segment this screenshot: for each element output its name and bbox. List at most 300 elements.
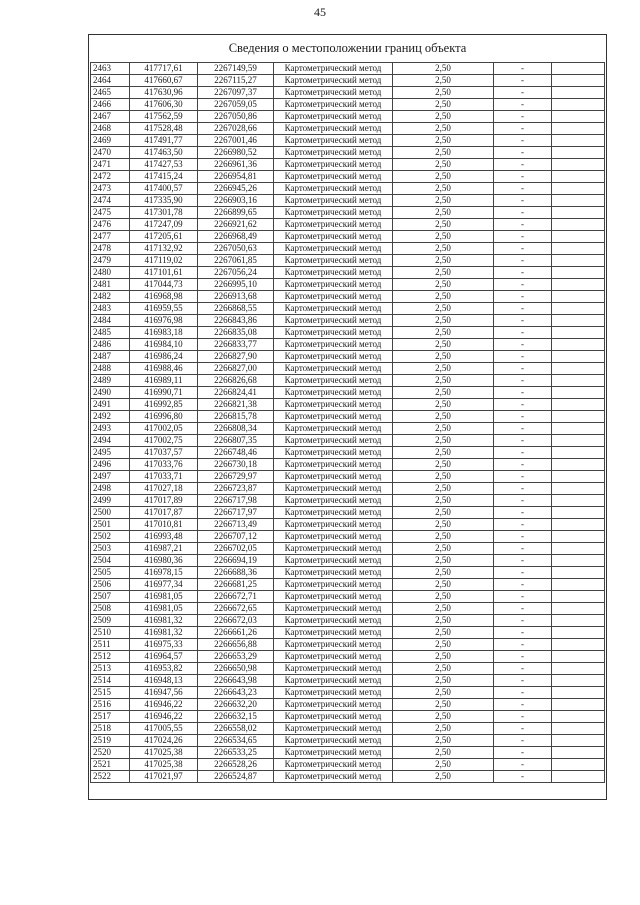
page-number: 45 xyxy=(314,5,326,19)
dash-cell: - xyxy=(494,531,552,543)
point-number-cell: 2473 xyxy=(91,183,130,195)
accuracy-cell: 2,50 xyxy=(393,591,494,603)
point-number-cell: 2505 xyxy=(91,567,130,579)
y-coordinate-cell: 2266656,88 xyxy=(198,639,274,651)
table-row xyxy=(91,447,605,459)
y-coordinate-cell: 2266868,55 xyxy=(198,303,274,315)
x-coordinate-cell: 416996,80 xyxy=(130,411,198,423)
x-coordinate-cell: 416976,98 xyxy=(130,315,198,327)
table-row xyxy=(91,531,605,543)
accuracy-cell: 2,50 xyxy=(393,327,494,339)
x-coordinate-cell: 417205,61 xyxy=(130,231,198,243)
y-coordinate-cell: 2267050,63 xyxy=(198,243,274,255)
table-row xyxy=(91,315,605,327)
table-row xyxy=(91,747,605,759)
point-number-cell: 2510 xyxy=(91,627,130,639)
point-number-cell: 2484 xyxy=(91,315,130,327)
method-cell: Картометрический метод xyxy=(274,699,393,711)
dash-cell: - xyxy=(494,687,552,699)
empty-cell xyxy=(552,471,605,483)
empty-cell xyxy=(552,459,605,471)
accuracy-cell: 2,50 xyxy=(393,363,494,375)
accuracy-cell: 2,50 xyxy=(393,663,494,675)
method-cell: Картометрический метод xyxy=(274,435,393,447)
accuracy-cell: 2,50 xyxy=(393,63,494,75)
y-coordinate-cell: 2267056,24 xyxy=(198,267,274,279)
dash-cell: - xyxy=(494,735,552,747)
y-coordinate-cell: 2267149,59 xyxy=(198,63,274,75)
point-number-cell: 2518 xyxy=(91,723,130,735)
table-row xyxy=(91,483,605,495)
table-row xyxy=(91,615,605,627)
y-coordinate-cell: 2266558,02 xyxy=(198,723,274,735)
empty-cell xyxy=(552,591,605,603)
accuracy-cell: 2,50 xyxy=(393,219,494,231)
y-coordinate-cell: 2266723,87 xyxy=(198,483,274,495)
x-coordinate-cell: 416993,48 xyxy=(130,531,198,543)
point-number-cell: 2483 xyxy=(91,303,130,315)
table-row xyxy=(91,231,605,243)
y-coordinate-cell: 2266713,49 xyxy=(198,519,274,531)
y-coordinate-cell: 2266672,65 xyxy=(198,603,274,615)
empty-cell xyxy=(552,555,605,567)
accuracy-cell: 2,50 xyxy=(393,351,494,363)
dash-cell: - xyxy=(494,519,552,531)
table-row xyxy=(91,459,605,471)
point-number-cell: 2501 xyxy=(91,519,130,531)
accuracy-cell: 2,50 xyxy=(393,687,494,699)
x-coordinate-cell: 416990,71 xyxy=(130,387,198,399)
x-coordinate-cell: 417017,89 xyxy=(130,495,198,507)
x-coordinate-cell: 417132,92 xyxy=(130,243,198,255)
x-coordinate-cell: 416986,24 xyxy=(130,351,198,363)
dash-cell: - xyxy=(494,447,552,459)
dash-cell: - xyxy=(494,195,552,207)
accuracy-cell: 2,50 xyxy=(393,387,494,399)
dash-cell: - xyxy=(494,303,552,315)
x-coordinate-cell: 417528,48 xyxy=(130,123,198,135)
point-number-cell: 2469 xyxy=(91,135,130,147)
dash-cell: - xyxy=(494,315,552,327)
x-coordinate-cell: 416992,85 xyxy=(130,399,198,411)
empty-cell xyxy=(552,219,605,231)
x-coordinate-cell: 416947,56 xyxy=(130,687,198,699)
y-coordinate-cell: 2266534,65 xyxy=(198,735,274,747)
y-coordinate-cell: 2266921,62 xyxy=(198,219,274,231)
table-row xyxy=(91,567,605,579)
point-number-cell: 2493 xyxy=(91,423,130,435)
point-number-cell: 2486 xyxy=(91,339,130,351)
accuracy-cell: 2,50 xyxy=(393,711,494,723)
accuracy-cell: 2,50 xyxy=(393,483,494,495)
dash-cell: - xyxy=(494,579,552,591)
x-coordinate-cell: 416968,98 xyxy=(130,291,198,303)
accuracy-cell: 2,50 xyxy=(393,123,494,135)
x-coordinate-cell: 417660,67 xyxy=(130,75,198,87)
dash-cell: - xyxy=(494,711,552,723)
method-cell: Картометрический метод xyxy=(274,267,393,279)
table-row xyxy=(91,351,605,363)
y-coordinate-cell: 2266707,12 xyxy=(198,531,274,543)
x-coordinate-cell: 416977,34 xyxy=(130,579,198,591)
accuracy-cell: 2,50 xyxy=(393,615,494,627)
accuracy-cell: 2,50 xyxy=(393,375,494,387)
method-cell: Картометрический метод xyxy=(274,279,393,291)
y-coordinate-cell: 2267061,85 xyxy=(198,255,274,267)
method-cell: Картометрический метод xyxy=(274,327,393,339)
table-row xyxy=(91,291,605,303)
dash-cell: - xyxy=(494,699,552,711)
empty-cell xyxy=(552,567,605,579)
method-cell: Картометрический метод xyxy=(274,363,393,375)
empty-cell xyxy=(552,291,605,303)
method-cell: Картометрический метод xyxy=(274,219,393,231)
method-cell: Картометрический метод xyxy=(274,339,393,351)
method-cell: Картометрический метод xyxy=(274,747,393,759)
dash-cell: - xyxy=(494,471,552,483)
accuracy-cell: 2,50 xyxy=(393,267,494,279)
empty-cell xyxy=(552,207,605,219)
accuracy-cell: 2,50 xyxy=(393,243,494,255)
table-row xyxy=(91,303,605,315)
x-coordinate-cell: 417101,61 xyxy=(130,267,198,279)
dash-cell: - xyxy=(494,591,552,603)
dash-cell: - xyxy=(494,375,552,387)
accuracy-cell: 2,50 xyxy=(393,255,494,267)
method-cell: Картометрический метод xyxy=(274,495,393,507)
point-number-cell: 2485 xyxy=(91,327,130,339)
y-coordinate-cell: 2266827,00 xyxy=(198,363,274,375)
method-cell: Картометрический метод xyxy=(274,135,393,147)
accuracy-cell: 2,50 xyxy=(393,423,494,435)
point-number-cell: 2471 xyxy=(91,159,130,171)
accuracy-cell: 2,50 xyxy=(393,471,494,483)
method-cell: Картометрический метод xyxy=(274,423,393,435)
accuracy-cell: 2,50 xyxy=(393,135,494,147)
x-coordinate-cell: 416984,10 xyxy=(130,339,198,351)
table-row xyxy=(91,603,605,615)
accuracy-cell: 2,50 xyxy=(393,639,494,651)
y-coordinate-cell: 2266524,87 xyxy=(198,771,274,783)
point-number-cell: 2500 xyxy=(91,507,130,519)
dash-cell: - xyxy=(494,411,552,423)
x-coordinate-cell: 416975,33 xyxy=(130,639,198,651)
accuracy-cell: 2,50 xyxy=(393,543,494,555)
x-coordinate-cell: 417427,53 xyxy=(130,159,198,171)
dash-cell: - xyxy=(494,135,552,147)
y-coordinate-cell: 2266632,20 xyxy=(198,699,274,711)
dash-cell: - xyxy=(494,159,552,171)
point-number-cell: 2509 xyxy=(91,615,130,627)
dash-cell: - xyxy=(494,147,552,159)
accuracy-cell: 2,50 xyxy=(393,171,494,183)
empty-cell xyxy=(552,87,605,99)
point-number-cell: 2464 xyxy=(91,75,130,87)
method-cell: Картометрический метод xyxy=(274,651,393,663)
accuracy-cell: 2,50 xyxy=(393,675,494,687)
accuracy-cell: 2,50 xyxy=(393,531,494,543)
point-number-cell: 2496 xyxy=(91,459,130,471)
y-coordinate-cell: 2266961,36 xyxy=(198,159,274,171)
accuracy-cell: 2,50 xyxy=(393,507,494,519)
table-row xyxy=(91,147,605,159)
empty-cell xyxy=(552,711,605,723)
x-coordinate-cell: 417630,96 xyxy=(130,87,198,99)
empty-cell xyxy=(552,267,605,279)
method-cell: Картометрический метод xyxy=(274,759,393,771)
method-cell: Картометрический метод xyxy=(274,771,393,783)
table-row xyxy=(91,243,605,255)
point-number-cell: 2488 xyxy=(91,363,130,375)
point-number-cell: 2498 xyxy=(91,483,130,495)
method-cell: Картометрический метод xyxy=(274,411,393,423)
table-row xyxy=(91,771,605,783)
table-row xyxy=(91,627,605,639)
point-number-cell: 2494 xyxy=(91,435,130,447)
accuracy-cell: 2,50 xyxy=(393,231,494,243)
dash-cell: - xyxy=(494,183,552,195)
dash-cell: - xyxy=(494,435,552,447)
empty-cell xyxy=(552,639,605,651)
empty-cell xyxy=(552,699,605,711)
accuracy-cell: 2,50 xyxy=(393,603,494,615)
method-cell: Картометрический метод xyxy=(274,207,393,219)
dash-cell: - xyxy=(494,231,552,243)
empty-cell xyxy=(552,339,605,351)
y-coordinate-cell: 2266827,90 xyxy=(198,351,274,363)
point-number-cell: 2521 xyxy=(91,759,130,771)
accuracy-cell: 2,50 xyxy=(393,495,494,507)
dash-cell: - xyxy=(494,603,552,615)
dash-cell: - xyxy=(494,555,552,567)
dash-cell: - xyxy=(494,219,552,231)
point-number-cell: 2499 xyxy=(91,495,130,507)
method-cell: Картометрический метод xyxy=(274,507,393,519)
x-coordinate-cell: 417024,26 xyxy=(130,735,198,747)
method-cell: Картометрический метод xyxy=(274,291,393,303)
empty-cell xyxy=(552,111,605,123)
empty-cell xyxy=(552,195,605,207)
x-coordinate-cell: 417005,55 xyxy=(130,723,198,735)
table-row xyxy=(91,495,605,507)
accuracy-cell: 2,50 xyxy=(393,183,494,195)
method-cell: Картометрический метод xyxy=(274,387,393,399)
accuracy-cell: 2,50 xyxy=(393,147,494,159)
accuracy-cell: 2,50 xyxy=(393,723,494,735)
method-cell: Картометрический метод xyxy=(274,567,393,579)
method-cell: Картометрический метод xyxy=(274,375,393,387)
empty-cell xyxy=(552,543,605,555)
table-row xyxy=(91,423,605,435)
y-coordinate-cell: 2267115,27 xyxy=(198,75,274,87)
dash-cell: - xyxy=(494,771,552,783)
empty-cell xyxy=(552,747,605,759)
y-coordinate-cell: 2266681,25 xyxy=(198,579,274,591)
point-number-cell: 2502 xyxy=(91,531,130,543)
method-cell: Картометрический метод xyxy=(274,315,393,327)
y-coordinate-cell: 2266632,15 xyxy=(198,711,274,723)
x-coordinate-cell: 416988,46 xyxy=(130,363,198,375)
y-coordinate-cell: 2267097,37 xyxy=(198,87,274,99)
point-number-cell: 2490 xyxy=(91,387,130,399)
method-cell: Картометрический метод xyxy=(274,123,393,135)
point-number-cell: 2468 xyxy=(91,123,130,135)
x-coordinate-cell: 417400,57 xyxy=(130,183,198,195)
dash-cell: - xyxy=(494,75,552,87)
method-cell: Картометрический метод xyxy=(274,255,393,267)
accuracy-cell: 2,50 xyxy=(393,75,494,87)
x-coordinate-cell: 416946,22 xyxy=(130,699,198,711)
empty-cell xyxy=(552,483,605,495)
y-coordinate-cell: 2266730,18 xyxy=(198,459,274,471)
y-coordinate-cell: 2266729,97 xyxy=(198,471,274,483)
method-cell: Картометрический метод xyxy=(274,351,393,363)
table-row xyxy=(91,507,605,519)
empty-cell xyxy=(552,183,605,195)
empty-cell xyxy=(552,687,605,699)
table-row xyxy=(91,63,605,75)
table-row xyxy=(91,711,605,723)
point-number-cell: 2511 xyxy=(91,639,130,651)
dash-cell: - xyxy=(494,399,552,411)
point-number-cell: 2507 xyxy=(91,591,130,603)
point-number-cell: 2504 xyxy=(91,555,130,567)
accuracy-cell: 2,50 xyxy=(393,555,494,567)
method-cell: Картометрический метод xyxy=(274,447,393,459)
accuracy-cell: 2,50 xyxy=(393,207,494,219)
empty-cell xyxy=(552,759,605,771)
table-row xyxy=(91,111,605,123)
method-cell: Картометрический метод xyxy=(274,639,393,651)
x-coordinate-cell: 416964,57 xyxy=(130,651,198,663)
method-cell: Картометрический метод xyxy=(274,591,393,603)
x-coordinate-cell: 417002,05 xyxy=(130,423,198,435)
method-cell: Картометрический метод xyxy=(274,531,393,543)
dash-cell: - xyxy=(494,255,552,267)
y-coordinate-cell: 2266843,86 xyxy=(198,315,274,327)
method-cell: Картометрический метод xyxy=(274,171,393,183)
point-number-cell: 2492 xyxy=(91,411,130,423)
empty-cell xyxy=(552,99,605,111)
x-coordinate-cell: 417010,81 xyxy=(130,519,198,531)
dash-cell: - xyxy=(494,543,552,555)
point-number-cell: 2497 xyxy=(91,471,130,483)
table-row xyxy=(91,267,605,279)
empty-cell xyxy=(552,723,605,735)
table-row xyxy=(91,159,605,171)
x-coordinate-cell: 416983,18 xyxy=(130,327,198,339)
method-cell: Картометрический метод xyxy=(274,675,393,687)
x-coordinate-cell: 416953,82 xyxy=(130,663,198,675)
accuracy-cell: 2,50 xyxy=(393,411,494,423)
accuracy-cell: 2,50 xyxy=(393,771,494,783)
y-coordinate-cell: 2266702,05 xyxy=(198,543,274,555)
dash-cell: - xyxy=(494,423,552,435)
x-coordinate-cell: 416978,15 xyxy=(130,567,198,579)
x-coordinate-cell: 417491,77 xyxy=(130,135,198,147)
dash-cell: - xyxy=(494,123,552,135)
table-row xyxy=(91,579,605,591)
y-coordinate-cell: 2267001,46 xyxy=(198,135,274,147)
y-coordinate-cell: 2266643,23 xyxy=(198,687,274,699)
y-coordinate-cell: 2266717,97 xyxy=(198,507,274,519)
accuracy-cell: 2,50 xyxy=(393,747,494,759)
y-coordinate-cell: 2266821,38 xyxy=(198,399,274,411)
method-cell: Картометрический метод xyxy=(274,663,393,675)
method-cell: Картометрический метод xyxy=(274,183,393,195)
accuracy-cell: 2,50 xyxy=(393,279,494,291)
table-row xyxy=(91,699,605,711)
method-cell: Картометрический метод xyxy=(274,471,393,483)
method-cell: Картометрический метод xyxy=(274,687,393,699)
empty-cell xyxy=(552,675,605,687)
accuracy-cell: 2,50 xyxy=(393,447,494,459)
x-coordinate-cell: 417037,57 xyxy=(130,447,198,459)
y-coordinate-cell: 2266643,98 xyxy=(198,675,274,687)
dash-cell: - xyxy=(494,615,552,627)
empty-cell xyxy=(552,159,605,171)
empty-cell xyxy=(552,387,605,399)
coordinates-table-body xyxy=(91,63,605,783)
accuracy-cell: 2,50 xyxy=(393,195,494,207)
table-row xyxy=(91,399,605,411)
point-number-cell: 2481 xyxy=(91,279,130,291)
point-number-cell: 2522 xyxy=(91,771,130,783)
point-number-cell: 2474 xyxy=(91,195,130,207)
table-row xyxy=(91,279,605,291)
x-coordinate-cell: 417301,78 xyxy=(130,207,198,219)
empty-cell xyxy=(552,531,605,543)
table-row xyxy=(91,183,605,195)
dash-cell: - xyxy=(494,291,552,303)
method-cell: Картометрический метод xyxy=(274,615,393,627)
method-cell: Картометрический метод xyxy=(274,111,393,123)
table-row xyxy=(91,195,605,207)
dash-cell: - xyxy=(494,567,552,579)
table-row xyxy=(91,207,605,219)
table-title: Сведения о местоположении границ объекта xyxy=(228,41,467,55)
accuracy-cell: 2,50 xyxy=(393,111,494,123)
empty-cell xyxy=(552,231,605,243)
accuracy-cell: 2,50 xyxy=(393,567,494,579)
point-number-cell: 2515 xyxy=(91,687,130,699)
point-number-cell: 2465 xyxy=(91,87,130,99)
y-coordinate-cell: 2266980,52 xyxy=(198,147,274,159)
point-number-cell: 2495 xyxy=(91,447,130,459)
accuracy-cell: 2,50 xyxy=(393,99,494,111)
table-row xyxy=(91,387,605,399)
table-row xyxy=(91,339,605,351)
method-cell: Картометрический метод xyxy=(274,87,393,99)
empty-cell xyxy=(552,615,605,627)
x-coordinate-cell: 416981,05 xyxy=(130,591,198,603)
empty-cell xyxy=(552,123,605,135)
method-cell: Картометрический метод xyxy=(274,579,393,591)
empty-cell xyxy=(552,507,605,519)
empty-cell xyxy=(552,651,605,663)
table-row xyxy=(91,135,605,147)
point-number-cell: 2503 xyxy=(91,543,130,555)
accuracy-cell: 2,50 xyxy=(393,399,494,411)
accuracy-cell: 2,50 xyxy=(393,651,494,663)
point-number-cell: 2477 xyxy=(91,231,130,243)
table-row xyxy=(91,543,605,555)
table-row xyxy=(91,411,605,423)
method-cell: Картометрический метод xyxy=(274,159,393,171)
accuracy-cell: 2,50 xyxy=(393,435,494,447)
x-coordinate-cell: 416946,22 xyxy=(130,711,198,723)
method-cell: Картометрический метод xyxy=(274,603,393,615)
